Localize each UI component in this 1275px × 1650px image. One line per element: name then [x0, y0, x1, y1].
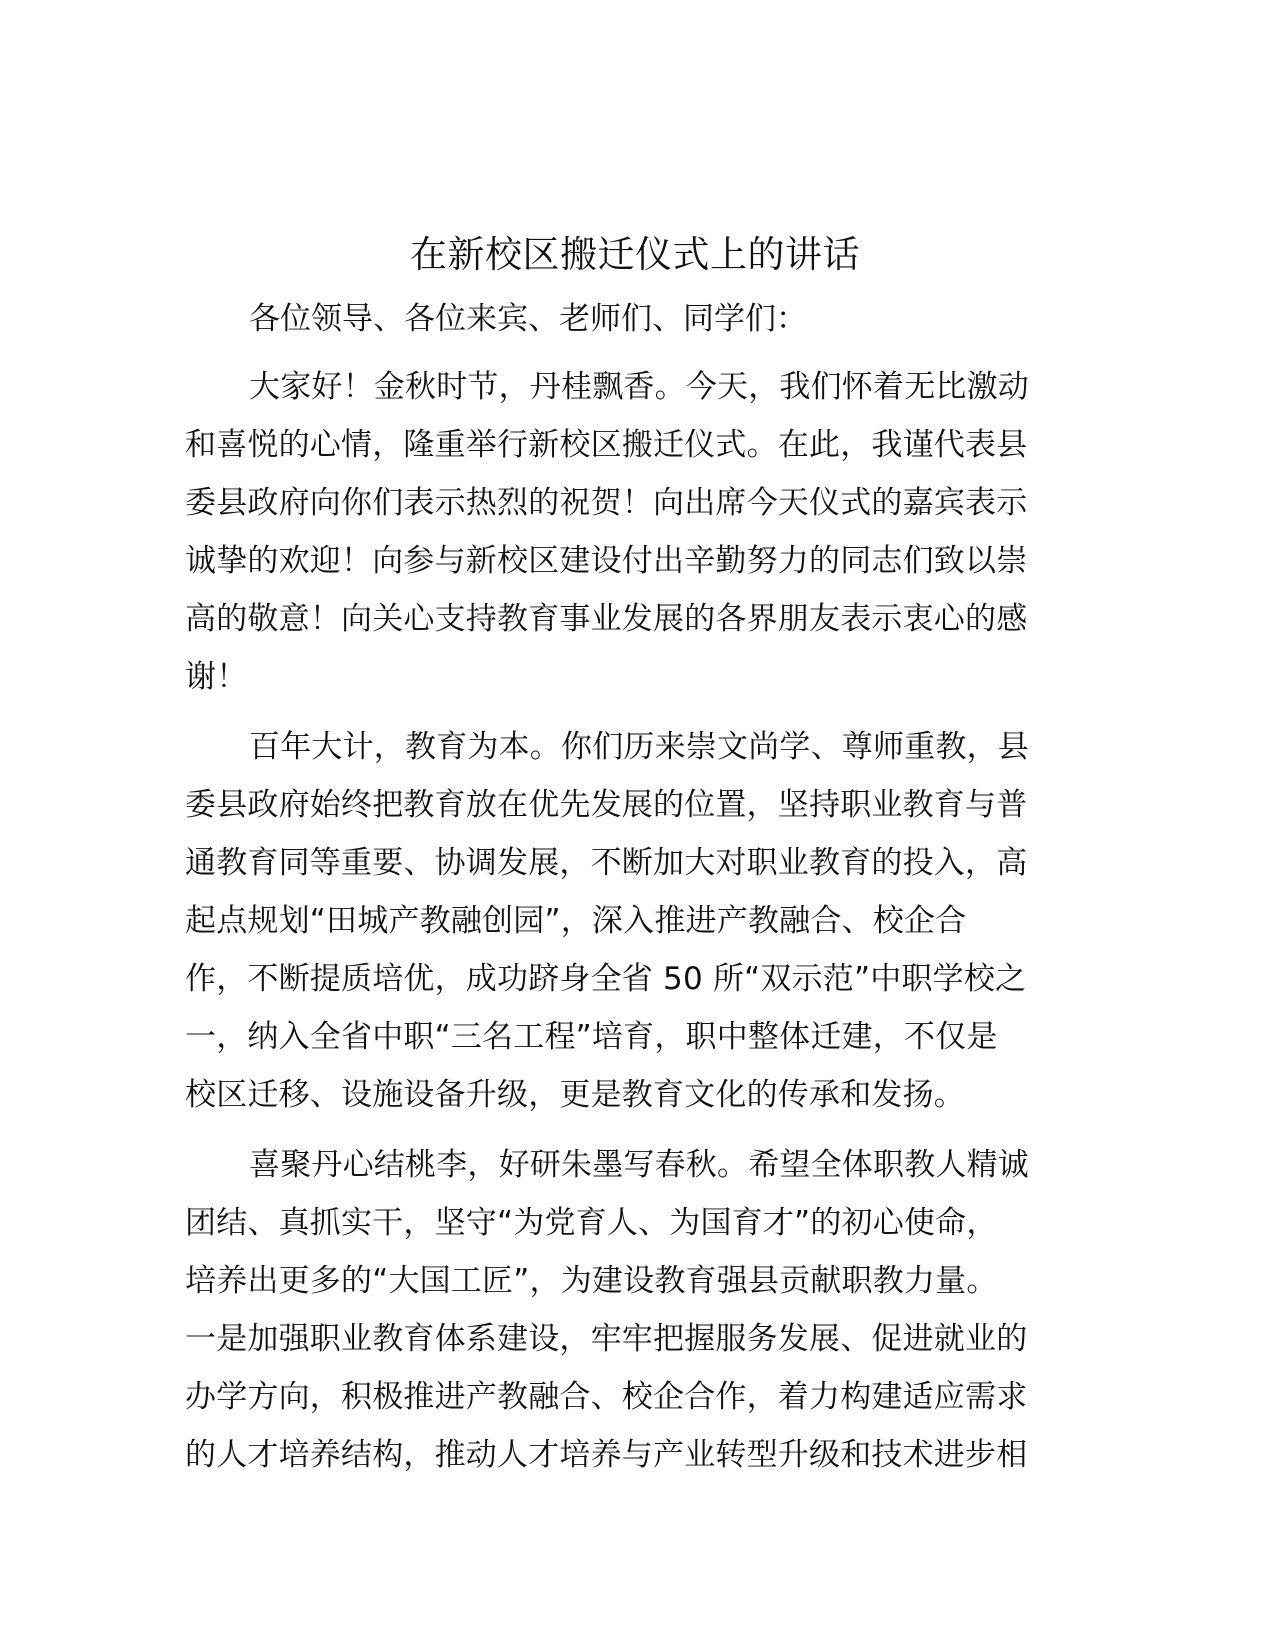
text-line: 谢！: [185, 659, 248, 695]
text-line: 委县政府向你们表示热烈的祝贺！向出席今天仪式的嘉宾表示: [185, 485, 1028, 521]
text-line: 的人才培养结构，推动人才培养与产业转型升级和技术进步相: [185, 1437, 1028, 1473]
paragraph-greeting: [185, 358, 1085, 706]
text-line: 一是加强职业教育体系建设，牢牢把握服务发展、促进就业的: [185, 1321, 1028, 1357]
paragraph-education: [185, 718, 1085, 1124]
text-line: 培养出更多的“大国工匠”，为建设教育强县贡献职教力量。: [185, 1263, 998, 1299]
salutation: 各位领导、各位来宾、老师们、同学们：: [249, 301, 807, 337]
text-line: 校区迁移、设施设备升级，更是教育文化的传承和发扬。: [185, 1077, 965, 1113]
text-line: 大家好！金秋时节，丹桂飘香。今天，我们怀着无比激动: [249, 369, 1029, 405]
text-line: 高的敬意！向关心支持教育事业发展的各界朋友表示衷心的感: [185, 601, 1028, 637]
text-line: 诚挚的欢迎！向参与新校区建设付出辛勤努力的同志们致以崇: [185, 543, 1028, 579]
text-line: 作，不断提质培优，成功跻身全省 50 所“双示范”中职学校之: [185, 961, 1027, 997]
text-line: 一，纳入全省中职“三名工程”培育，职中整体迁建，不仅是: [185, 1019, 998, 1055]
text-line: 通教育同等重要、协调发展，不断加大对职业教育的投入，高: [185, 845, 1028, 881]
text-line: 委县政府始终把教育放在优先发展的位置，坚持职业教育与普: [185, 787, 1028, 823]
text-line: 团结、真抓实干，坚守“为党育人、为国育才”的初心使命，: [185, 1205, 998, 1241]
document-title: 在新校区搬迁仪式上的讲话: [410, 233, 860, 276]
text-line: 办学方向，积极推进产教融合、校企合作，着力构建适应需求: [185, 1379, 1028, 1415]
text-line: 百年大计，教育为本。你们历来崇文尚学、尊师重教，县: [249, 729, 1029, 765]
text-line: 起点规划“田城产教融创园”，深入推进产教融合、校企合: [185, 903, 967, 939]
text-line: 和喜悦的心情，隆重举行新校区搬迁仪式。在此，我谨代表县: [185, 427, 1028, 463]
document-body: [185, 222, 1085, 1496]
text-line: 喜聚丹心结桃李，好研朱墨写春秋。希望全体职教人精诚: [249, 1147, 1029, 1183]
paragraph-hopes: [185, 1136, 1085, 1484]
